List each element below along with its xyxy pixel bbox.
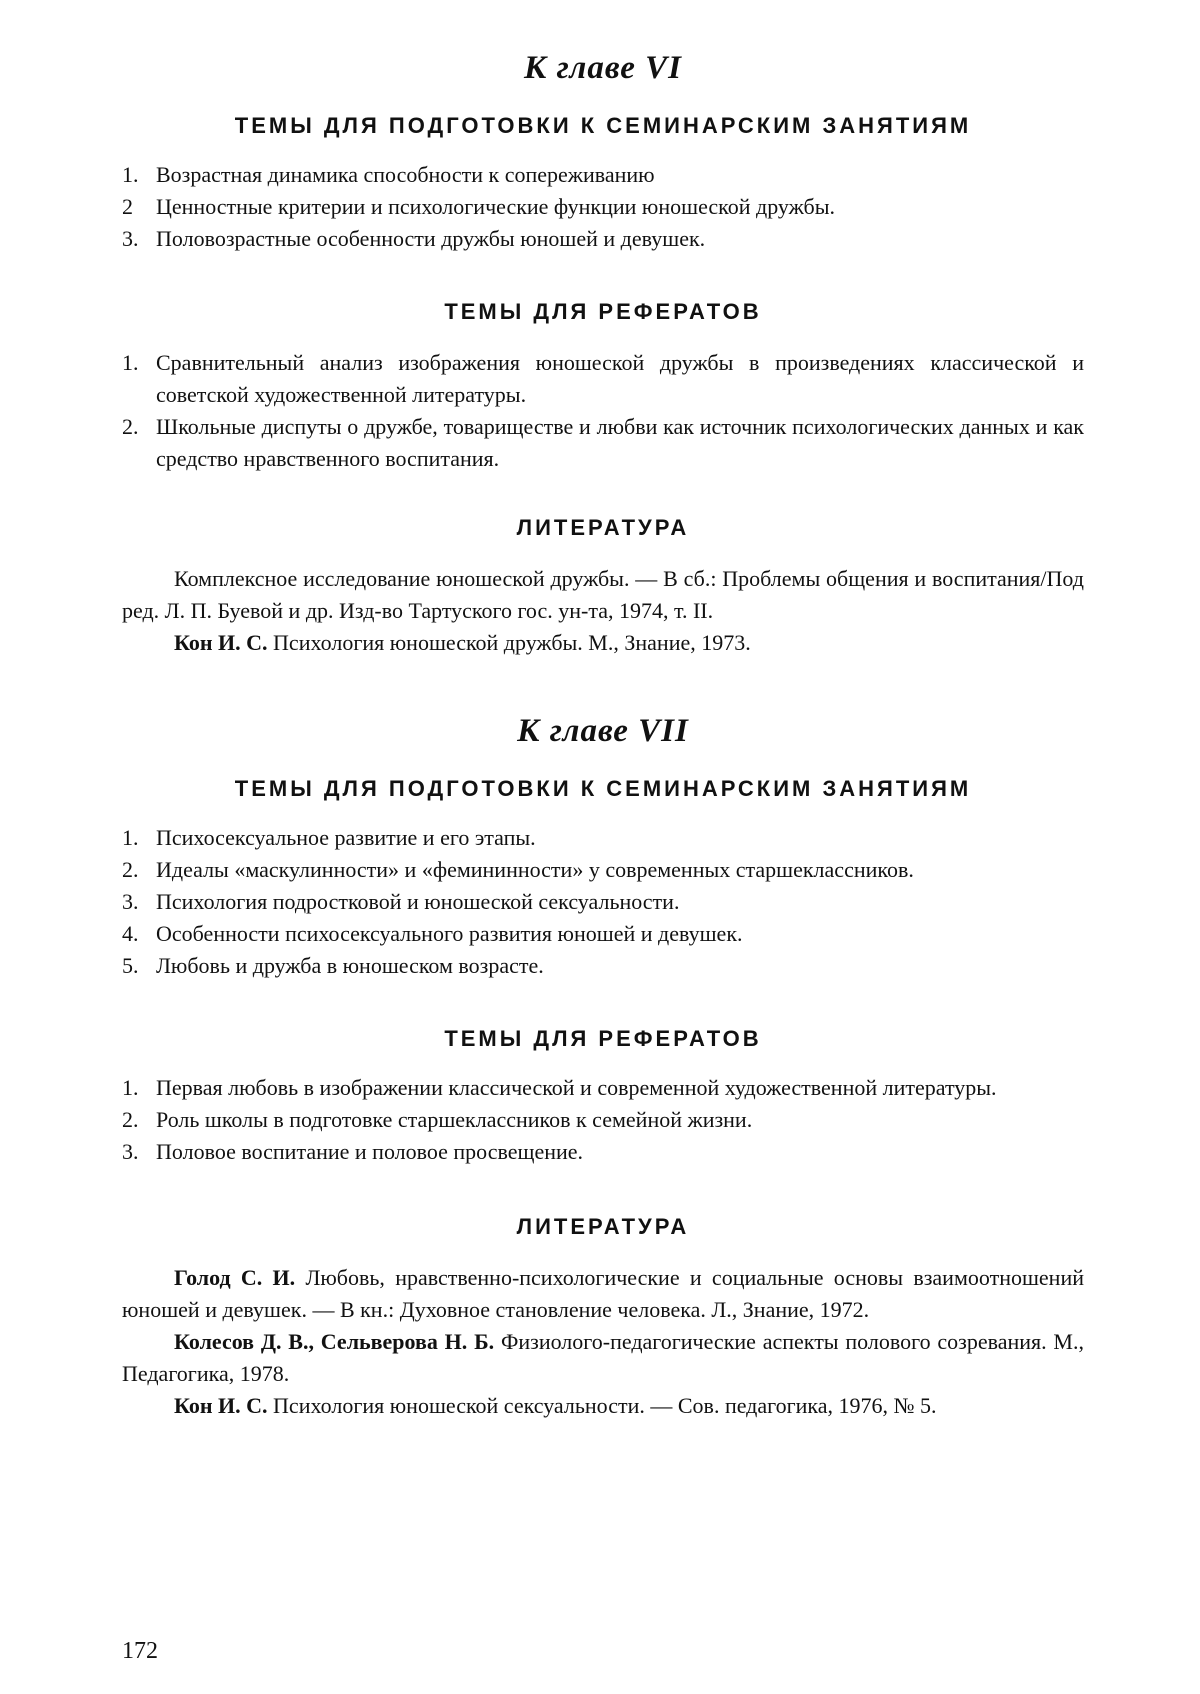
chapter-6-literature-heading: ЛИТЕРАТУРА	[516, 515, 690, 540]
chapter-6-essays-list	[122, 347, 1084, 475]
list-item: 2. Роль школы в подготовке старшеклассников к семейной жизни.	[122, 1107, 753, 1132]
reference: Кон И. С. Психология юношеской сексуальности. — Сов. педагогика, 1976, № 5.	[174, 1393, 937, 1418]
chapter-6-seminar-heading: ТЕМЫ ДЛЯ ПОДГОТОВКИ К СЕМИНАРСКИМ ЗАНЯТИЯМ	[234, 113, 972, 138]
list-item: 1. Возрастная динамика способности к сопереживанию	[122, 162, 655, 187]
chapter-7-essays-list	[122, 1072, 1084, 1168]
reference: Колесов Д. В., Сельверова Н. Б. Физиолого-педагогические аспекты полового созревания. М., Педагогика, 1978.	[122, 1329, 1084, 1386]
chapter-7-seminar-list	[122, 822, 1084, 982]
chapter-6-seminar-list	[122, 159, 1084, 255]
chapter-6-references	[122, 563, 1084, 659]
list-item: 1. Первая любовь в изображении классической и современной художественной литературы.	[122, 1075, 997, 1100]
list-item: 2. Школьные диспуты о дружбе, товариществе и любви как источник психологических данных и как средство нравственного воспитания.	[122, 414, 1084, 471]
chapter-6-essays-heading: ТЕМЫ ДЛЯ РЕФЕРАТОВ	[444, 299, 762, 324]
chapter-7-essays-heading: ТЕМЫ ДЛЯ РЕФЕРАТОВ	[444, 1026, 762, 1051]
list-item: 1. Психосексуальное развитие и его этапы.	[122, 825, 536, 850]
list-item: 3. Половозрастные особенности дружбы юношей и девушек.	[122, 226, 706, 251]
page-number: 172	[122, 1638, 158, 1664]
chapter-6-title: К главе VI	[524, 50, 682, 86]
chapter-7-literature-heading: ЛИТЕРАТУРА	[516, 1214, 690, 1239]
list-item: 3. Психология подростковой и юношеской сексуальности.	[122, 889, 680, 914]
chapter-7-references	[122, 1262, 1084, 1422]
list-item: 2 Ценностные критерии и психологические функции юношеской дружбы.	[122, 194, 835, 219]
list-item: 4. Особенности психосексуального развития юношей и девушек.	[122, 921, 743, 946]
list-item: 1. Сравнительный анализ изображения юношеской дружбы в произведениях классической и советской художественной литературы.	[122, 350, 1084, 407]
chapter-7-seminar-heading: ТЕМЫ ДЛЯ ПОДГОТОВКИ К СЕМИНАРСКИМ ЗАНЯТИЯМ	[234, 776, 972, 801]
list-item: 3. Половое воспитание и половое просвещение.	[122, 1139, 584, 1164]
reference: Комплексное исследование юношеской дружбы. — В сб.: Проблемы общения и воспитания/Под ред. Л. П. Буевой и др. Изд-во Тартуского гос. ун-та, 1974, т. II.	[122, 566, 1084, 623]
list-item: 5. Любовь и дружба в юношеском возрасте.	[122, 953, 544, 978]
reference: Голод С. И. Любовь, нравственно-психологические и социальные основы взаимоотношений юношей и девушек. — В кн.: Духовное становление человека. Л., Знание, 1972.	[122, 1265, 1084, 1322]
reference: Кон И. С. Психология юношеской дружбы. М., Знание, 1973.	[174, 630, 751, 655]
page-content	[122, 0, 1084, 1422]
chapter-7-title: К главе VII	[517, 713, 689, 749]
list-item: 2. Идеалы «маскулинности» и «фемининности» у современных старшеклассников.	[122, 857, 914, 882]
